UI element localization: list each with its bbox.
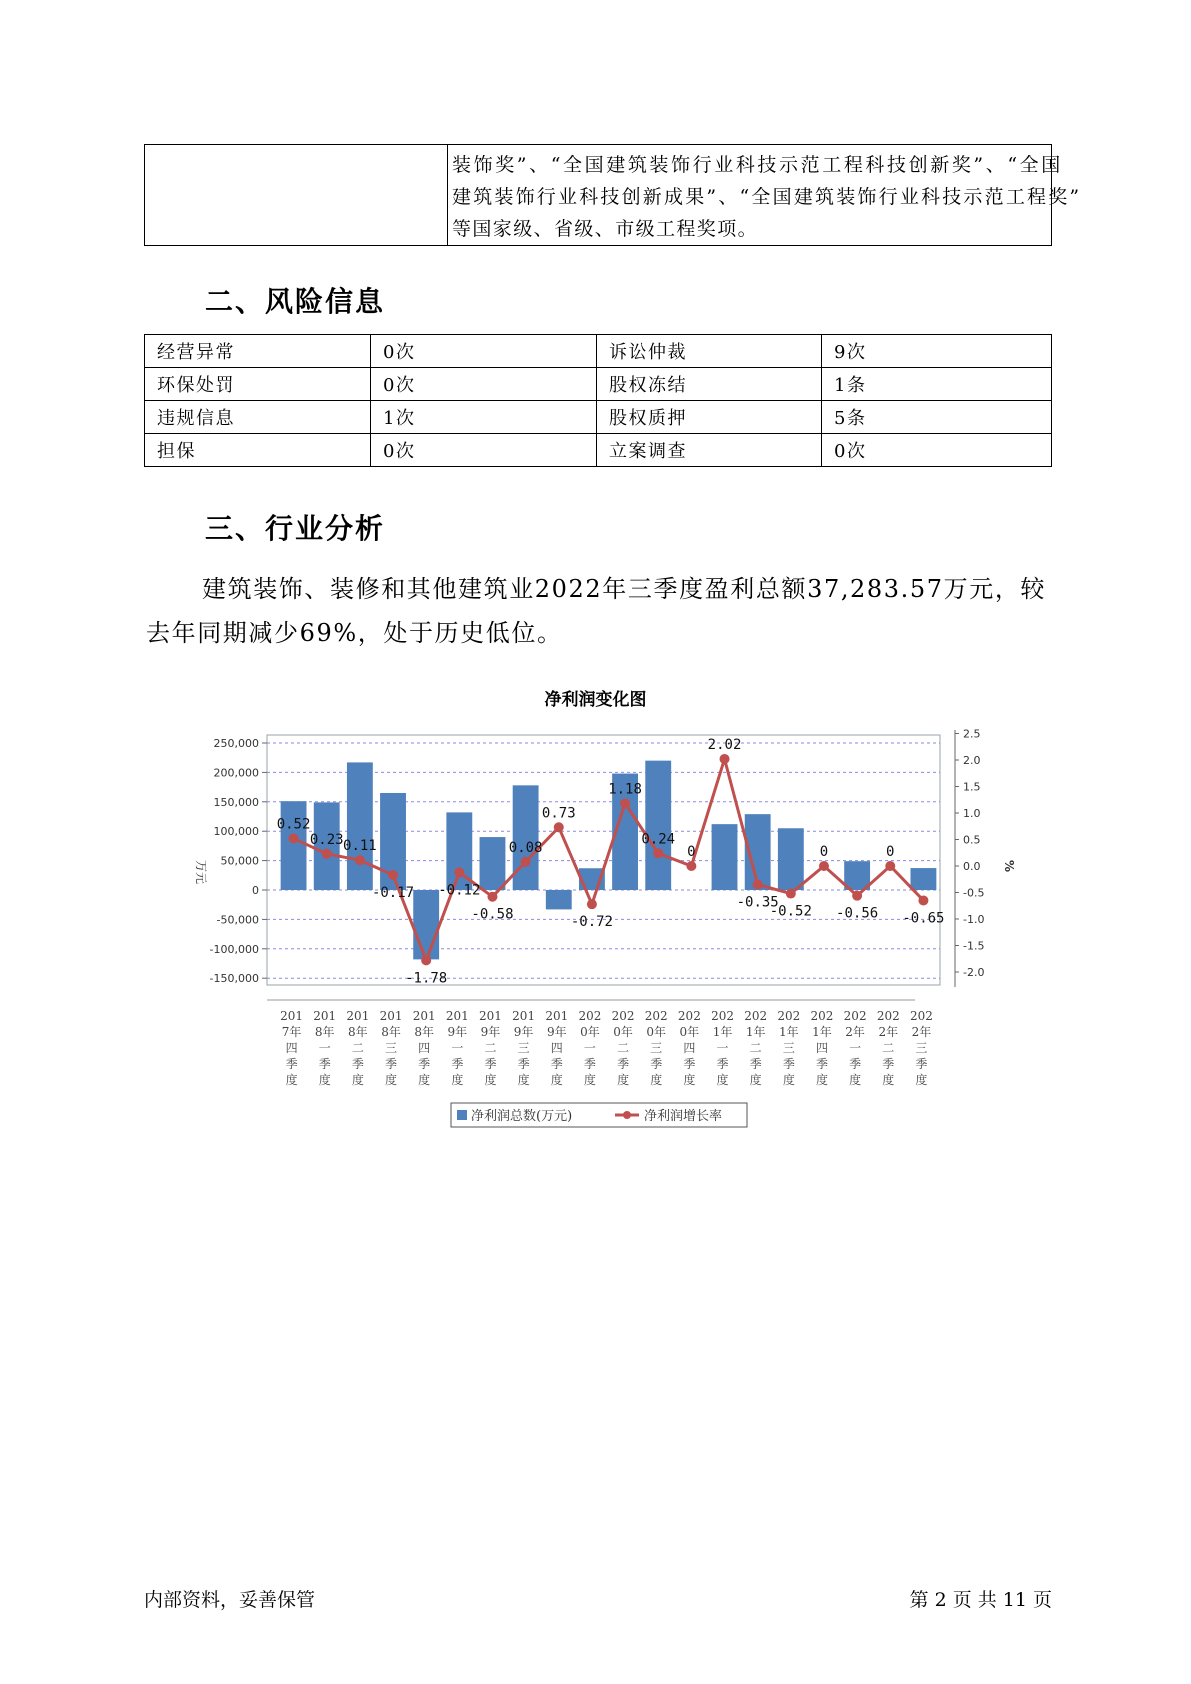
x-tick-label: 三: [385, 1041, 398, 1055]
x-tick-label: 季: [484, 1057, 497, 1071]
risk-value: 0次: [371, 335, 597, 368]
x-tick-label: 0年: [646, 1025, 667, 1039]
growth-data-label: 0.11: [343, 838, 377, 855]
x-tick-label: 8年: [314, 1025, 335, 1039]
risk-key: 经营异常: [145, 335, 371, 368]
x-tick-label: 1年: [745, 1025, 766, 1039]
growth-point-14: [753, 880, 763, 890]
x-tick-label: 度: [418, 1073, 431, 1087]
bar-13: [712, 824, 738, 890]
growth-data-label: -0.35: [736, 894, 779, 911]
x-tick-label: 1年: [779, 1025, 799, 1039]
risk-value: 9次: [822, 335, 1052, 368]
growth-point-5: [454, 867, 464, 877]
x-tick-label: 202: [777, 1009, 801, 1023]
growth-point-8: [554, 822, 564, 832]
growth-data-label: -0.17: [371, 885, 415, 902]
x-tick-label: 一: [318, 1041, 331, 1055]
section-title-risk: 二、风险信息: [205, 285, 386, 318]
x-tick-label: 四: [285, 1041, 298, 1055]
x-tick-label: 202: [711, 1009, 734, 1023]
growth-point-17: [852, 891, 862, 901]
x-tick-label: 三: [782, 1041, 795, 1055]
x-tick-label: 度: [749, 1073, 762, 1087]
bar-8: [546, 890, 572, 909]
x-tick-label: 2年: [911, 1025, 932, 1039]
bar-7: [513, 785, 539, 890]
x-tick-label: 度: [650, 1073, 663, 1087]
x-tick-label: 四: [418, 1041, 431, 1055]
risk-key: 股权质押: [597, 401, 822, 434]
growth-data-label: -0.72: [570, 914, 614, 931]
x-tick-label: 201: [445, 1009, 469, 1023]
growth-point-1: [322, 849, 332, 859]
footer-page-number: 第 2 页 共 11 页: [909, 1589, 1052, 1611]
risk-key: 诉讼仲裁: [597, 335, 822, 368]
x-tick-label: 201: [280, 1009, 304, 1023]
x-tick-label: 二: [749, 1041, 762, 1055]
growth-point-0: [289, 833, 299, 843]
x-tick-label: 201: [412, 1009, 436, 1023]
x-tick-label: 季: [882, 1057, 895, 1071]
x-tick-label: 度: [849, 1073, 862, 1087]
x-tick-label: 201: [346, 1009, 370, 1023]
x-tick-label: 度: [451, 1073, 464, 1087]
x-tick-label: 202: [909, 1009, 933, 1023]
y2-tick-label: -1.0: [963, 913, 985, 926]
y2-tick-label: 0.0: [963, 860, 981, 873]
x-tick-label: 9年: [447, 1025, 468, 1039]
growth-point-12: [686, 861, 696, 871]
y-tick-label: -100,000: [209, 942, 259, 956]
risk-key: 环保处罚: [145, 368, 371, 401]
y2-tick-label: 1.5: [963, 780, 981, 794]
x-tick-label: 度: [882, 1073, 895, 1087]
risk-key: 立案调查: [597, 434, 822, 467]
x-tick-label: 0年: [613, 1025, 633, 1039]
x-tick-label: 一: [849, 1041, 862, 1055]
growth-point-18: [885, 861, 895, 871]
x-tick-label: 202: [843, 1009, 867, 1023]
y2-tick-label: 1.0: [963, 807, 981, 820]
x-tick-label: 9年: [513, 1025, 534, 1039]
x-tick-label: 季: [385, 1057, 398, 1071]
y-tick-label: 0: [252, 884, 259, 897]
x-tick-label: 202: [644, 1009, 668, 1023]
award-line-1: 装饰奖”、“全国建筑装饰行业科技示范工程科技创新奖”、“全国: [452, 154, 1063, 176]
chart-title: 净利润变化图: [544, 690, 647, 710]
x-tick-label: 201: [479, 1009, 502, 1023]
y2-tick-label: -0.5: [963, 886, 985, 900]
y-tick-label: 100,000: [213, 825, 259, 839]
bar-0: [281, 801, 307, 890]
x-tick-label: 季: [418, 1057, 431, 1071]
growth-point-7: [521, 857, 531, 867]
x-tick-label: 三: [915, 1041, 928, 1055]
legend-bar-label: 净利润总数(万元): [471, 1109, 573, 1124]
x-tick-label: 度: [915, 1073, 928, 1087]
growth-data-label: 0.08: [508, 839, 543, 856]
x-tick-label: 季: [683, 1057, 696, 1071]
risk-value: 0次: [822, 434, 1052, 467]
y-tick-label: 150,000: [213, 795, 259, 809]
x-tick-label: 202: [876, 1009, 900, 1023]
growth-point-11: [653, 848, 663, 858]
bar-11: [645, 761, 671, 890]
x-tick-label: 0年: [679, 1025, 700, 1039]
x-tick-label: 四: [550, 1041, 563, 1055]
x-tick-label: 季: [285, 1057, 298, 1071]
x-tick-label: 度: [617, 1073, 630, 1087]
y2-tick-label: 2.0: [963, 754, 981, 767]
y-tick-label: -50,000: [216, 913, 259, 927]
growth-data-label: 0.52: [276, 816, 311, 833]
bar-6: [480, 837, 506, 890]
x-tick-label: 三: [517, 1041, 530, 1055]
x-tick-label: 度: [385, 1073, 398, 1087]
x-tick-label: 度: [716, 1073, 729, 1087]
y-tick-label: 200,000: [213, 766, 259, 780]
bar-4: [413, 890, 439, 959]
growth-point-9: [587, 899, 597, 909]
x-tick-label: 8年: [348, 1025, 368, 1039]
x-tick-label: 季: [583, 1057, 596, 1071]
growth-data-label: 0.73: [541, 805, 576, 822]
x-tick-label: 三: [650, 1041, 663, 1055]
x-tick-label: 季: [749, 1057, 762, 1071]
x-tick-label: 季: [815, 1057, 828, 1071]
bar-19: [910, 868, 936, 890]
x-tick-label: 0年: [580, 1025, 600, 1039]
section-title-industry: 三、行业分析: [205, 512, 386, 545]
x-tick-label: 季: [351, 1057, 364, 1071]
legend-line-label: 净利润增长率: [644, 1109, 723, 1124]
x-tick-label: 度: [583, 1073, 596, 1087]
x-tick-label: 8年: [414, 1025, 434, 1039]
x-tick-label: 度: [484, 1073, 497, 1087]
x-tick-label: 季: [915, 1057, 928, 1071]
legend-bar-swatch: [457, 1110, 467, 1120]
x-tick-label: 季: [650, 1057, 663, 1071]
x-tick-label: 二: [351, 1041, 364, 1055]
growth-data-label: -0.58: [471, 906, 514, 923]
growth-point-2: [355, 855, 365, 865]
award-line-3: 等国家级、省级、市级工程奖项。: [452, 218, 759, 240]
x-tick-label: 2年: [878, 1025, 899, 1039]
y-axis-label: 万元: [194, 860, 208, 885]
x-tick-label: 度: [285, 1073, 298, 1087]
x-tick-label: 季: [849, 1057, 862, 1071]
x-tick-label: 季: [617, 1057, 630, 1071]
x-tick-label: 度: [782, 1073, 795, 1087]
x-tick-label: 202: [677, 1009, 701, 1023]
analysis-text: 建筑装饰、装修和其他建筑业2022年三季度盈利总额37,283.57万元，较去年同期减少69%，处于历史低位。: [146, 575, 1047, 647]
risk-value: 0次: [371, 434, 597, 467]
growth-point-3: [388, 870, 398, 880]
x-tick-label: 度: [318, 1073, 331, 1087]
y-tick-label: 50,000: [220, 854, 259, 868]
x-tick-label: 201: [379, 1009, 403, 1023]
risk-key: 违规信息: [145, 401, 371, 434]
award-line-2: 建筑装饰行业科技创新成果”、“全国建筑装饰行业科技示范工程奖”: [452, 186, 1082, 208]
x-tick-label: 一: [583, 1041, 596, 1055]
x-tick-label: 二: [617, 1041, 630, 1055]
x-tick-label: 1年: [712, 1025, 733, 1039]
x-tick-label: 度: [517, 1073, 530, 1087]
y2-tick-label: 2.5: [963, 727, 981, 741]
growth-data-label: -1.78: [405, 970, 448, 987]
x-tick-label: 季: [451, 1057, 464, 1071]
x-tick-label: 季: [716, 1057, 729, 1071]
x-tick-label: 四: [683, 1041, 696, 1055]
x-tick-label: 二: [484, 1041, 497, 1055]
x-tick-label: 度: [683, 1073, 696, 1087]
growth-data-label: -0.52: [769, 903, 812, 920]
x-tick-label: 9年: [480, 1025, 501, 1039]
growth-data-label: 0: [886, 844, 895, 860]
growth-point-19: [918, 895, 928, 905]
x-tick-label: 一: [716, 1041, 729, 1055]
growth-point-13: [720, 754, 730, 764]
x-tick-label: 202: [810, 1009, 834, 1023]
y-tick-label: 250,000: [213, 737, 259, 750]
growth-data-label: 0.23: [309, 831, 344, 848]
x-tick-label: 9年: [546, 1025, 567, 1039]
x-tick-label: 度: [815, 1073, 828, 1087]
x-tick-label: 季: [318, 1057, 331, 1071]
risk-value: 1条: [822, 368, 1052, 401]
x-tick-label: 季: [550, 1057, 563, 1071]
growth-data-label: -0.65: [902, 910, 945, 927]
risk-value: 1次: [371, 401, 597, 434]
growth-data-label: 2.02: [707, 736, 742, 753]
legend-line-marker: [623, 1111, 631, 1119]
x-tick-label: 8年: [381, 1025, 401, 1039]
growth-point-10: [620, 798, 630, 808]
footer-confidential: 内部资料，妥善保管: [144, 1589, 316, 1611]
x-tick-label: 二: [882, 1041, 895, 1055]
x-tick-label: 1年: [812, 1025, 832, 1039]
y2-tick-label: 0.5: [963, 833, 981, 847]
risk-key: 担保: [145, 434, 371, 467]
growth-point-6: [487, 892, 497, 902]
y2-axis-label: %: [1002, 860, 1016, 873]
x-tick-label: 201: [512, 1009, 536, 1023]
x-tick-label: 度: [351, 1073, 364, 1087]
risk-value: 5条: [822, 401, 1052, 434]
x-tick-label: 201: [313, 1009, 337, 1023]
x-tick-label: 季: [517, 1057, 530, 1071]
y-tick-label: -150,000: [209, 972, 259, 986]
growth-point-15: [786, 889, 796, 899]
growth-data-label: -0.12: [438, 882, 481, 899]
bar-15: [778, 828, 804, 890]
y2-tick-label: -2.0: [963, 966, 985, 979]
growth-data-label: 0: [687, 844, 696, 860]
risk-value: 0次: [371, 368, 597, 401]
x-tick-label: 201: [545, 1009, 569, 1023]
risk-key: 股权冻结: [597, 368, 822, 401]
growth-point-4: [421, 955, 431, 965]
x-tick-label: 2年: [845, 1025, 865, 1039]
x-tick-label: 7年: [281, 1025, 302, 1039]
growth-data-label: 0: [819, 844, 829, 860]
x-tick-label: 度: [550, 1073, 563, 1087]
x-tick-label: 202: [611, 1009, 635, 1023]
x-tick-label: 202: [578, 1009, 602, 1023]
x-tick-label: 四: [815, 1041, 828, 1055]
growth-data-label: 1.18: [608, 781, 642, 798]
x-tick-label: 季: [782, 1057, 795, 1071]
growth-point-16: [819, 861, 829, 871]
y2-tick-label: -1.5: [963, 939, 985, 953]
bar-2: [347, 762, 373, 890]
growth-data-label: 0.24: [641, 831, 676, 848]
x-tick-label: 一: [451, 1041, 464, 1055]
x-tick-label: 202: [744, 1009, 768, 1023]
growth-data-label: -0.56: [836, 905, 879, 922]
